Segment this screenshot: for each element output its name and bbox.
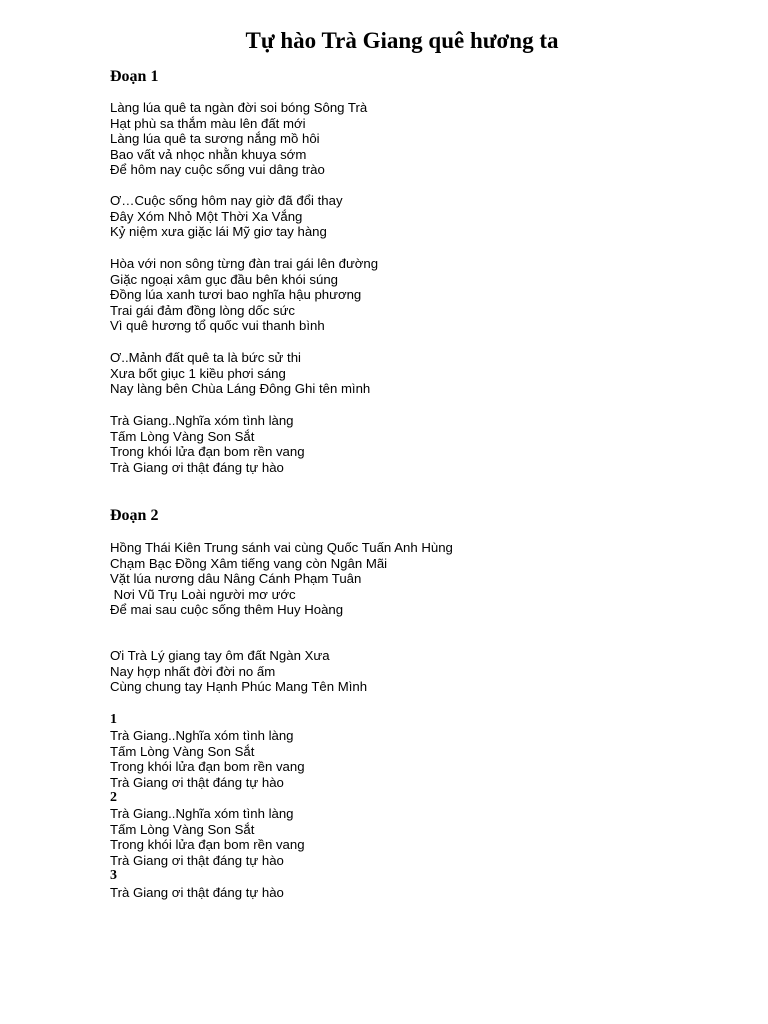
refrain-stanza — [110, 728, 305, 790]
lyric-line: Trà Giang ơi thật đáng tự hào — [110, 885, 284, 900]
lyric-line: Tấm Lòng Vàng Son Sắt — [110, 743, 255, 759]
stanza — [110, 540, 453, 618]
lyric-line: Làng lúa quê ta sương nắng mồ hôi — [110, 131, 320, 146]
lyric-line: Hạt phù sa thắm màu lên đất mới — [110, 115, 306, 131]
lyric-line: Chạm Bạc Đồng Xâm tiếng vang còn Ngân Mãi — [110, 555, 388, 571]
lyric-line: Trong khói lửa đạn bom rền vang — [110, 759, 305, 774]
lyric-line: Trong khói lửa đạn bom rền vang — [110, 837, 305, 852]
refrain-number: 3 — [110, 868, 117, 883]
section-heading-1: Đoạn 1 — [110, 68, 159, 85]
stanza — [110, 100, 367, 178]
lyric-line: Ơi Trà Lý giang tay ôm đất Ngàn Xưa — [110, 648, 330, 663]
lyric-line: Tấm Lòng Vàng Son Sắt — [110, 428, 255, 444]
song-title: Tự hào Trà Giang quê hương ta — [245, 28, 559, 53]
stanza — [110, 193, 343, 240]
refrain-number: 1 — [110, 712, 117, 727]
lyric-line: Đây Xóm Nhỏ Một Thời Xa Vắng — [110, 208, 303, 224]
lyric-line: Nay làng bên Chùa Láng Đông Ghi tên mình — [110, 381, 371, 396]
lyric-line: Nơi Vũ Trụ Loài người mơ ước — [110, 586, 296, 602]
lyric-line: Để mai sau cuộc sống thêm Huy Hoàng — [110, 602, 344, 617]
lyric-line: Hòa với non sông từng đàn trai gái lên đường — [110, 256, 379, 271]
section-heading-2: Đoạn 2 — [110, 507, 159, 524]
lyric-line: Ơ..Mảnh đất quê ta là bức sử thi — [110, 350, 301, 365]
stanza — [110, 256, 378, 334]
lyric-line: Hồng Thái Kiên Trung sánh vai cùng Quốc Tuấn Anh Hùng — [110, 540, 453, 555]
lyric-line: Vặt lúa nương dâu Nâng Cánh Phạm Tuân — [110, 571, 362, 586]
stanza — [110, 648, 367, 695]
lyric-line: Trai gái đảm đồng lòng dốc sức — [110, 302, 296, 318]
lyric-line: Làng lúa quê ta ngàn đời soi bóng Sông Trà — [110, 100, 368, 115]
lyric-line: Để hôm nay cuộc sống vui dâng trào — [110, 162, 325, 177]
lyric-line: Nay hợp nhất đời đời no ấm — [110, 663, 276, 679]
lyric-line: Trà Giang..Nghĩa xóm tình làng — [110, 413, 294, 428]
lyric-line: Kỷ niệm xưa giặc lái Mỹ giơ tay hàng — [110, 224, 327, 239]
refrain-number: 2 — [110, 790, 117, 805]
stanza — [110, 413, 305, 475]
lyric-line: Đồng lúa xanh tươi bao nghĩa hậu phương — [110, 287, 362, 302]
lyric-line: Tấm Lòng Vàng Son Sắt — [110, 821, 255, 837]
refrain-stanza — [110, 806, 305, 868]
lyric-line: Ơ…Cuộc sống hôm nay giờ đã đổi thay — [110, 193, 343, 208]
lyric-line: Bao vất vả nhọc nhằn khuya sớm — [110, 146, 307, 162]
lyric-line: Cùng chung tay Hạnh Phúc Mang Tên Mình — [110, 679, 368, 694]
lyric-line: Xưa bốt giục 1 kiều phơi sáng — [110, 365, 286, 381]
lyric-line: Trà Giang ơi thật đáng tự hào — [110, 459, 284, 475]
lyric-line: Vì quê hương tổ quốc vui thanh bình — [110, 318, 325, 333]
lyric-line: Giặc ngoại xâm gục đầu bên khói súng — [110, 271, 338, 287]
refrain-stanza — [110, 885, 284, 901]
lyric-line: Trà Giang..Nghĩa xóm tình làng — [110, 806, 294, 821]
lyric-line: Trà Giang..Nghĩa xóm tình làng — [110, 728, 294, 743]
stanza — [110, 350, 370, 397]
lyric-line: Trà Giang ơi thật đáng tự hào — [110, 774, 284, 790]
lyric-line: Trà Giang ơi thật đáng tự hào — [110, 852, 284, 868]
lyric-line: Trong khói lửa đạn bom rền vang — [110, 444, 305, 459]
